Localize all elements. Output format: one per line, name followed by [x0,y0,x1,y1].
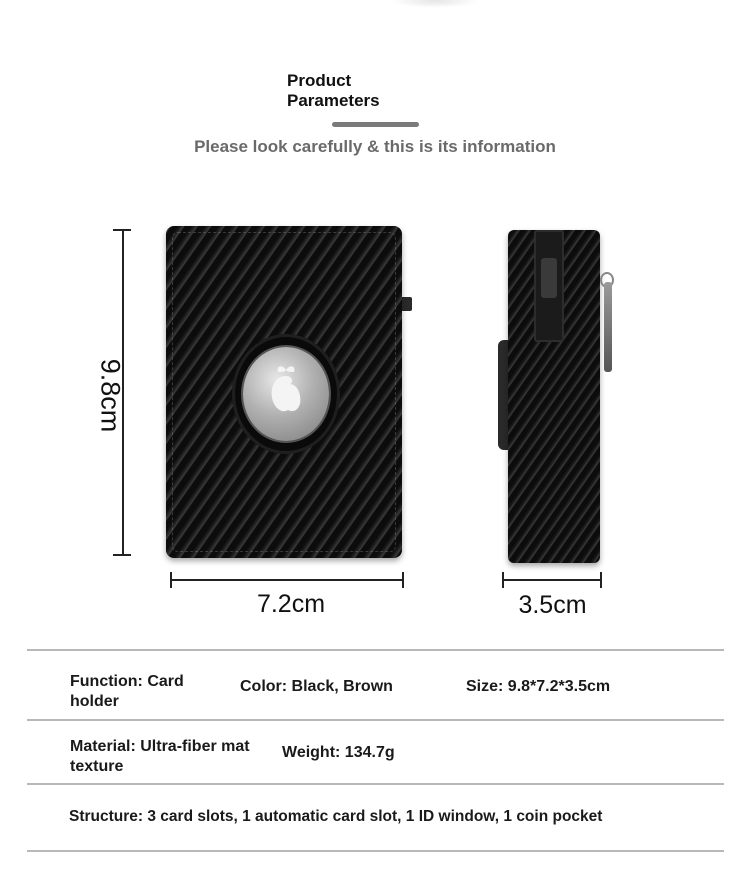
page-title: Product Parameters [287,71,380,110]
spec-size: Size: 9.8*7.2*3.5cm [466,678,611,695]
spec-divider [27,783,724,785]
decorative-shadow [390,0,480,8]
spec-divider [27,719,724,721]
spec-function: Function: Card holder [70,673,184,710]
title-underline [332,122,419,127]
spec-weight: Weight: 134.7g [282,744,395,761]
height-dimension-cap-bottom [113,554,131,556]
width-dimension-label: 7.2cm [256,590,326,618]
spec-color: Color: Black, Brown [240,678,393,695]
spec-divider [27,649,724,651]
page-subtitle: Please look carefully & this is its information [194,137,556,156]
depth-dimension-label: 3.5cm [518,591,587,619]
fruit-logo-icon [266,364,306,418]
wallet-side-eject-button [541,258,557,298]
height-dimension-label: 9.8cm [95,358,126,433]
depth-dimension-cap-right [600,572,602,588]
zipper-tab [604,282,612,372]
spec-divider [27,850,724,852]
depth-dimension-line [502,579,601,581]
spec-material: Material: Ultra-fiber mat texture [70,738,250,775]
width-dimension-cap-right [402,572,404,588]
spec-structure: Structure: 3 card slots, 1 automatic card slot, 1 ID window, 1 coin pocket [69,808,603,825]
width-dimension-line [170,579,403,581]
